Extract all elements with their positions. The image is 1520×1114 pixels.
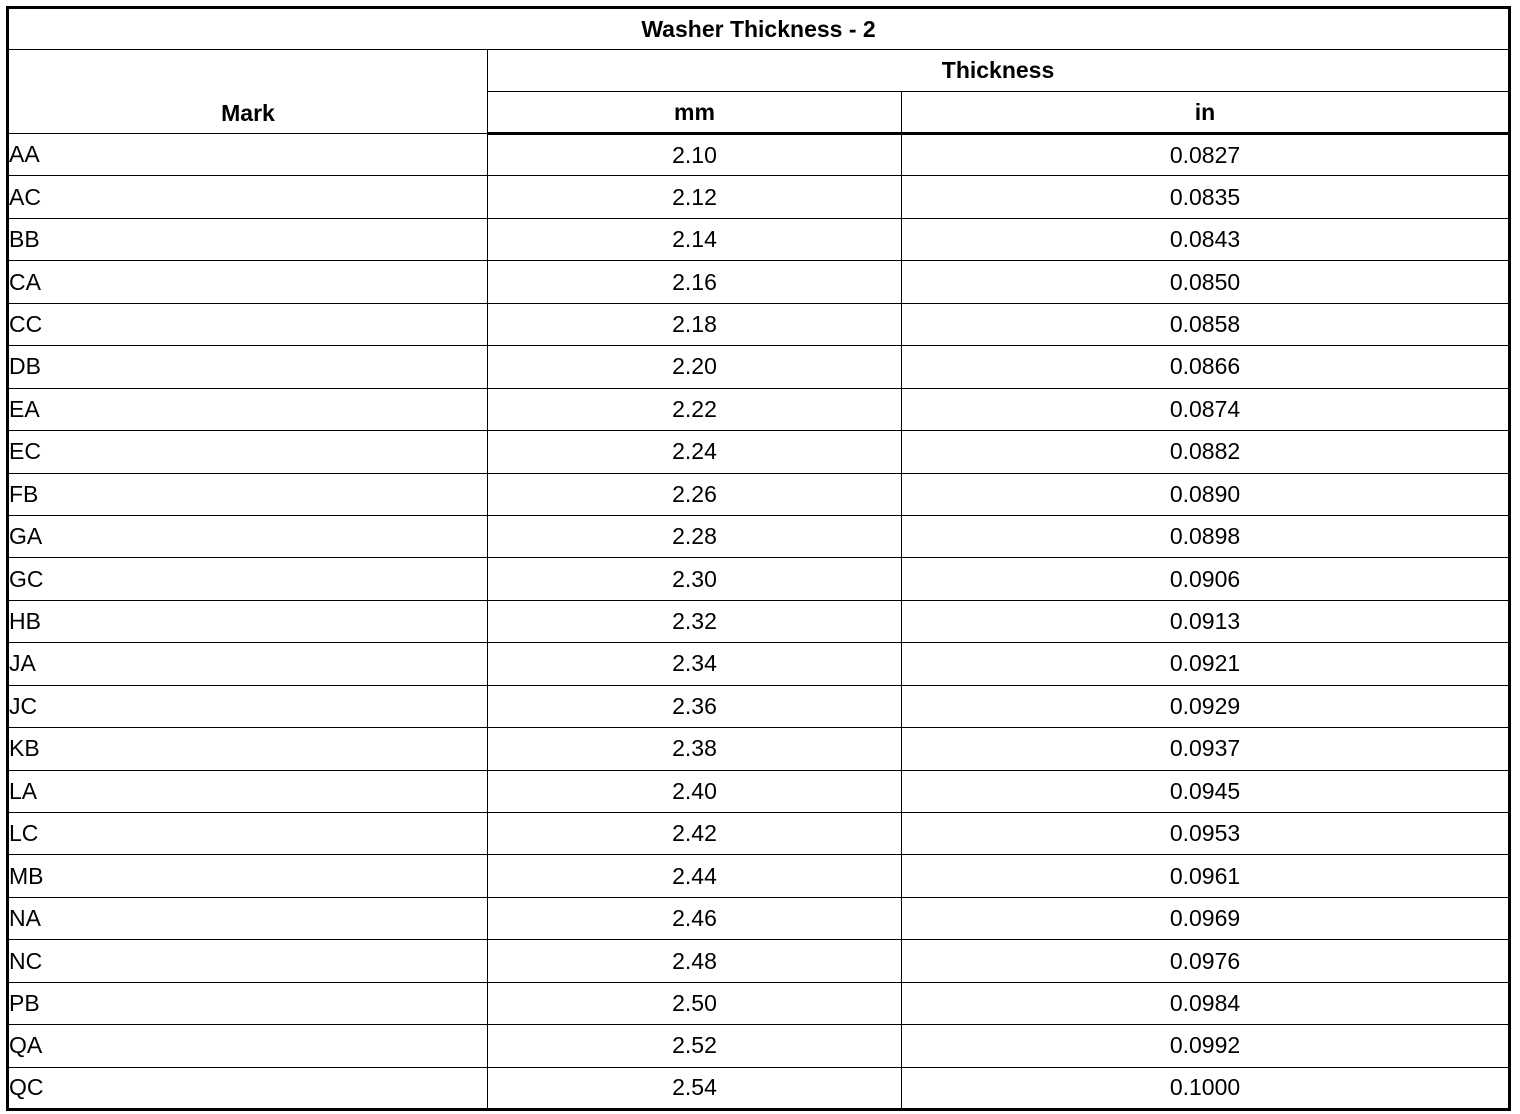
mm-cell: 2.32	[488, 600, 902, 642]
table-row	[8, 1025, 1510, 1067]
mark-cell: DB	[8, 346, 488, 388]
table-row	[8, 600, 1510, 642]
table-row	[8, 134, 1510, 176]
in-cell: 0.0953	[902, 813, 1510, 855]
in-cell: 0.0929	[902, 685, 1510, 727]
mark-cell: MB	[8, 855, 488, 897]
mark-cell: CA	[8, 261, 488, 303]
in-cell: 0.0866	[902, 346, 1510, 388]
mark-cell: LC	[8, 813, 488, 855]
mm-cell: 2.54	[488, 1067, 902, 1109]
mark-cell: GC	[8, 558, 488, 600]
table-row	[8, 176, 1510, 218]
thickness-group-header: Thickness	[488, 50, 1510, 92]
table-title: Washer Thickness - 2	[8, 8, 1510, 50]
table-row	[8, 558, 1510, 600]
in-cell: 0.0913	[902, 600, 1510, 642]
mark-cell: KB	[8, 728, 488, 770]
table-row	[8, 388, 1510, 430]
mm-cell: 2.38	[488, 728, 902, 770]
mm-cell: 2.22	[488, 388, 902, 430]
table-body	[8, 134, 1510, 1110]
mm-cell: 2.42	[488, 813, 902, 855]
table-row	[8, 897, 1510, 939]
in-cell: 0.0961	[902, 855, 1510, 897]
table-row	[8, 346, 1510, 388]
mark-column-header: Mark	[8, 50, 488, 134]
in-cell: 0.0890	[902, 473, 1510, 515]
mark-cell: BB	[8, 218, 488, 260]
table-row	[8, 643, 1510, 685]
table-row	[8, 728, 1510, 770]
mark-cell: LA	[8, 770, 488, 812]
table-row	[8, 940, 1510, 982]
washer-thickness-table	[6, 6, 1511, 1111]
in-cell: 0.0835	[902, 176, 1510, 218]
in-cell: 0.0843	[902, 218, 1510, 260]
in-cell: 0.0921	[902, 643, 1510, 685]
table-row	[8, 473, 1510, 515]
mark-cell: JA	[8, 643, 488, 685]
in-cell: 0.0906	[902, 558, 1510, 600]
mm-cell: 2.50	[488, 982, 902, 1024]
table-row	[8, 813, 1510, 855]
mark-cell: NA	[8, 897, 488, 939]
table-row	[8, 685, 1510, 727]
mm-cell: 2.16	[488, 261, 902, 303]
in-cell: 0.0874	[902, 388, 1510, 430]
table-row	[8, 303, 1510, 345]
mark-cell: HB	[8, 600, 488, 642]
in-cell: 0.0945	[902, 770, 1510, 812]
in-cell: 0.0969	[902, 897, 1510, 939]
in-cell: 0.0827	[902, 134, 1510, 176]
table-row	[8, 431, 1510, 473]
mm-cell: 2.10	[488, 134, 902, 176]
mark-cell: NC	[8, 940, 488, 982]
mark-cell: QA	[8, 1025, 488, 1067]
mark-cell: CC	[8, 303, 488, 345]
mm-cell: 2.26	[488, 473, 902, 515]
group-header-row	[8, 50, 1510, 92]
mm-cell: 2.44	[488, 855, 902, 897]
mark-cell: EA	[8, 388, 488, 430]
in-cell: 0.0976	[902, 940, 1510, 982]
in-cell: 0.1000	[902, 1067, 1510, 1109]
mm-cell: 2.36	[488, 685, 902, 727]
mm-cell: 2.52	[488, 1025, 902, 1067]
mm-cell: 2.24	[488, 431, 902, 473]
in-cell: 0.0898	[902, 515, 1510, 557]
mm-cell: 2.40	[488, 770, 902, 812]
mark-cell: EC	[8, 431, 488, 473]
mm-cell: 2.18	[488, 303, 902, 345]
in-cell: 0.0882	[902, 431, 1510, 473]
table-row	[8, 770, 1510, 812]
in-cell: 0.0937	[902, 728, 1510, 770]
mm-cell: 2.28	[488, 515, 902, 557]
mm-cell: 2.14	[488, 218, 902, 260]
in-column-header: in	[902, 92, 1510, 134]
in-cell: 0.0858	[902, 303, 1510, 345]
in-cell: 0.0992	[902, 1025, 1510, 1067]
mark-cell: FB	[8, 473, 488, 515]
mm-cell: 2.30	[488, 558, 902, 600]
in-cell: 0.0984	[902, 982, 1510, 1024]
in-cell: 0.0850	[902, 261, 1510, 303]
table-row	[8, 261, 1510, 303]
mark-cell: PB	[8, 982, 488, 1024]
mark-cell: JC	[8, 685, 488, 727]
table-row	[8, 515, 1510, 557]
mm-cell: 2.20	[488, 346, 902, 388]
mark-cell: AC	[8, 176, 488, 218]
mark-cell: QC	[8, 1067, 488, 1109]
table-row	[8, 982, 1510, 1024]
table-row	[8, 855, 1510, 897]
mm-cell: 2.34	[488, 643, 902, 685]
mark-cell: GA	[8, 515, 488, 557]
mark-cell: AA	[8, 134, 488, 176]
mm-cell: 2.46	[488, 897, 902, 939]
mm-column-header: mm	[488, 92, 902, 134]
mm-cell: 2.48	[488, 940, 902, 982]
title-row	[8, 8, 1510, 50]
table-row	[8, 218, 1510, 260]
mm-cell: 2.12	[488, 176, 902, 218]
table-row	[8, 1067, 1510, 1109]
